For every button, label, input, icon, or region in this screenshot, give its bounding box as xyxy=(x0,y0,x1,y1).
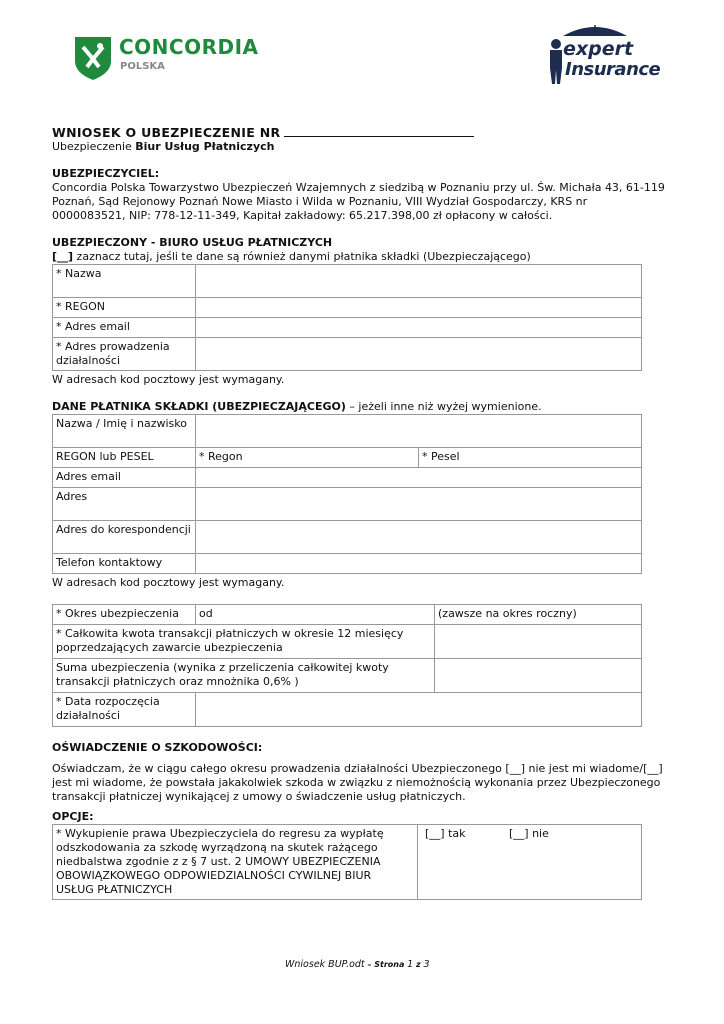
period-label: * Okres ubezpieczenia xyxy=(53,605,196,625)
payer-pesel-field[interactable]: * Pesel xyxy=(419,448,642,468)
insured-table xyxy=(52,264,642,371)
insured-checkbox[interactable]: [__] xyxy=(52,250,74,263)
option-yes-checkbox[interactable]: [__] tak xyxy=(425,827,466,840)
payer-regon-pesel-label: REGON lub PESEL xyxy=(53,448,196,468)
concordia-name: CONCORDIA xyxy=(119,35,259,59)
total-transactions-label: * Całkowita kwota transakcji płatniczych w okresie 12 miesięcy poprzedzających zawarcie ubezpieczenia xyxy=(53,625,435,659)
payer-name-field[interactable] xyxy=(196,415,642,448)
claims-line: jest mi wiadome, że powstała jakakolwiek szkoda w związku z niemożnością wykonania przez Ubezpieczonego xyxy=(52,776,661,789)
concordia-sub: POLSKA xyxy=(120,61,165,72)
shield-icon xyxy=(73,33,113,81)
start-date-field[interactable] xyxy=(196,693,642,727)
options-table xyxy=(52,824,642,900)
total-transactions-field[interactable] xyxy=(435,625,642,659)
claims-line: Oświadczam, że w ciągu całego okresu prowadzenia działalności Ubezpieczonego [__] nie jest mi wiadome/[__] xyxy=(52,762,663,775)
sum-insured-field[interactable] xyxy=(435,659,642,693)
insurer-line: Concordia Polska Towarzystwo Ubezpieczeń Wzajemnych z siedzibą w Poznaniu przy ul. Św. Michała 43, 61-119 xyxy=(52,181,665,194)
insured-name-label: * Nazwa xyxy=(53,265,196,298)
start-date-label: * Data rozpoczęcia działalności xyxy=(53,693,196,727)
insured-heading: UBEZPIECZONY - BIURO USŁUG PŁATNICZYCH xyxy=(52,236,333,249)
insured-address-field[interactable] xyxy=(196,338,642,371)
claims-line: transakcji płatniczej wynikającej z umowy o świadczenie usług płatniczych. xyxy=(52,790,466,803)
claims-heading: OŚWIADCZENIE O SZKODOWOŚCI: xyxy=(52,741,263,754)
coverage-table xyxy=(52,604,642,727)
options-heading: OPCJE: xyxy=(52,810,94,823)
insured-regon-field[interactable] xyxy=(196,298,642,318)
insurer-line: 0000083521, NIP: 778-12-11-349, Kapitał zakładowy: 65.217.398,00 zł opłacony w całości. xyxy=(52,209,553,222)
insured-email-label: * Adres email xyxy=(53,318,196,338)
insurer-line: Poznań, Sąd Rejonowy Poznań Nowe Miasto i Wilda w Poznaniu, VIII Wydział Gospodarczy, KRS nr xyxy=(52,195,588,208)
payer-table xyxy=(52,414,642,574)
page-footer: Wniosek BUP.odt – Strona 1 z 3 xyxy=(285,959,430,970)
policy-number-blank[interactable] xyxy=(284,124,474,137)
payer-corr-address-field[interactable] xyxy=(196,521,642,554)
payer-address-field[interactable] xyxy=(196,488,642,521)
period-hint: (zawsze na okres roczny) xyxy=(435,605,642,625)
payer-corr-address-label: Adres do korespondencji xyxy=(53,521,196,554)
insured-regon-label: * REGON xyxy=(53,298,196,318)
payer-note: W adresach kod pocztowy jest wymagany. xyxy=(52,576,285,589)
insured-check-row: [__] zaznacz tutaj, jeśli te dane są również danymi płatnika składki (Ubezpieczającego) xyxy=(52,250,531,263)
sum-insured-label: Suma ubezpieczenia (wynika z przeliczenia całkowitej kwoty transakcji płatniczych oraz mnożnika 0,6% ) xyxy=(53,659,435,693)
insured-note: W adresach kod pocztowy jest wymagany. xyxy=(52,373,285,386)
payer-heading: DANE PŁATNIKA SKŁADKI (UBEZPIECZAJĄCEGO) – jeżeli inne niż wyżej wymienione. xyxy=(52,400,542,413)
insured-address-label: * Adres prowadzenia działalności xyxy=(53,338,196,371)
insured-email-field[interactable] xyxy=(196,318,642,338)
payer-phone-field[interactable] xyxy=(196,554,642,574)
form-title: WNIOSEK O UBEZPIECZENIE NR xyxy=(52,124,474,140)
expert-insurance-logo xyxy=(545,22,661,88)
payer-phone-label: Telefon kontaktowy xyxy=(53,554,196,574)
insurance-word: Insurance xyxy=(565,59,661,80)
insured-name-field[interactable] xyxy=(196,265,642,298)
period-from-field[interactable]: od xyxy=(196,605,435,625)
form-subtitle: Ubezpieczenie Biur Usług Płatniczych xyxy=(52,140,275,153)
option-no-checkbox[interactable]: [__] nie xyxy=(509,827,549,840)
payer-name-label: Nazwa / Imię i nazwisko xyxy=(53,415,196,448)
payer-email-label: Adres email xyxy=(53,468,196,488)
payer-email-field[interactable] xyxy=(196,468,642,488)
payer-address-label: Adres xyxy=(53,488,196,521)
regress-option-choices xyxy=(418,825,642,900)
concordia-logo xyxy=(73,33,259,83)
expert-word: expert xyxy=(563,38,634,60)
regress-option-label: * Wykupienie prawa Ubezpieczyciela do regresu za wypłatę odszkodowania za szkodę wyrządzoną na skutek rażącego niedbalstwa zgodnie z z § 7 ust. 2 UMOWY UBEZPIECZENIA OBOWIĄZKOWEGO ODPOWIEDZIALNOŚCI CYWILNEJ BIUR USŁUG PŁATNICZYCH xyxy=(53,825,418,900)
insurer-heading: UBEZPIECZYCIEL: xyxy=(52,167,160,180)
payer-regon-field[interactable]: * Regon xyxy=(196,448,419,468)
